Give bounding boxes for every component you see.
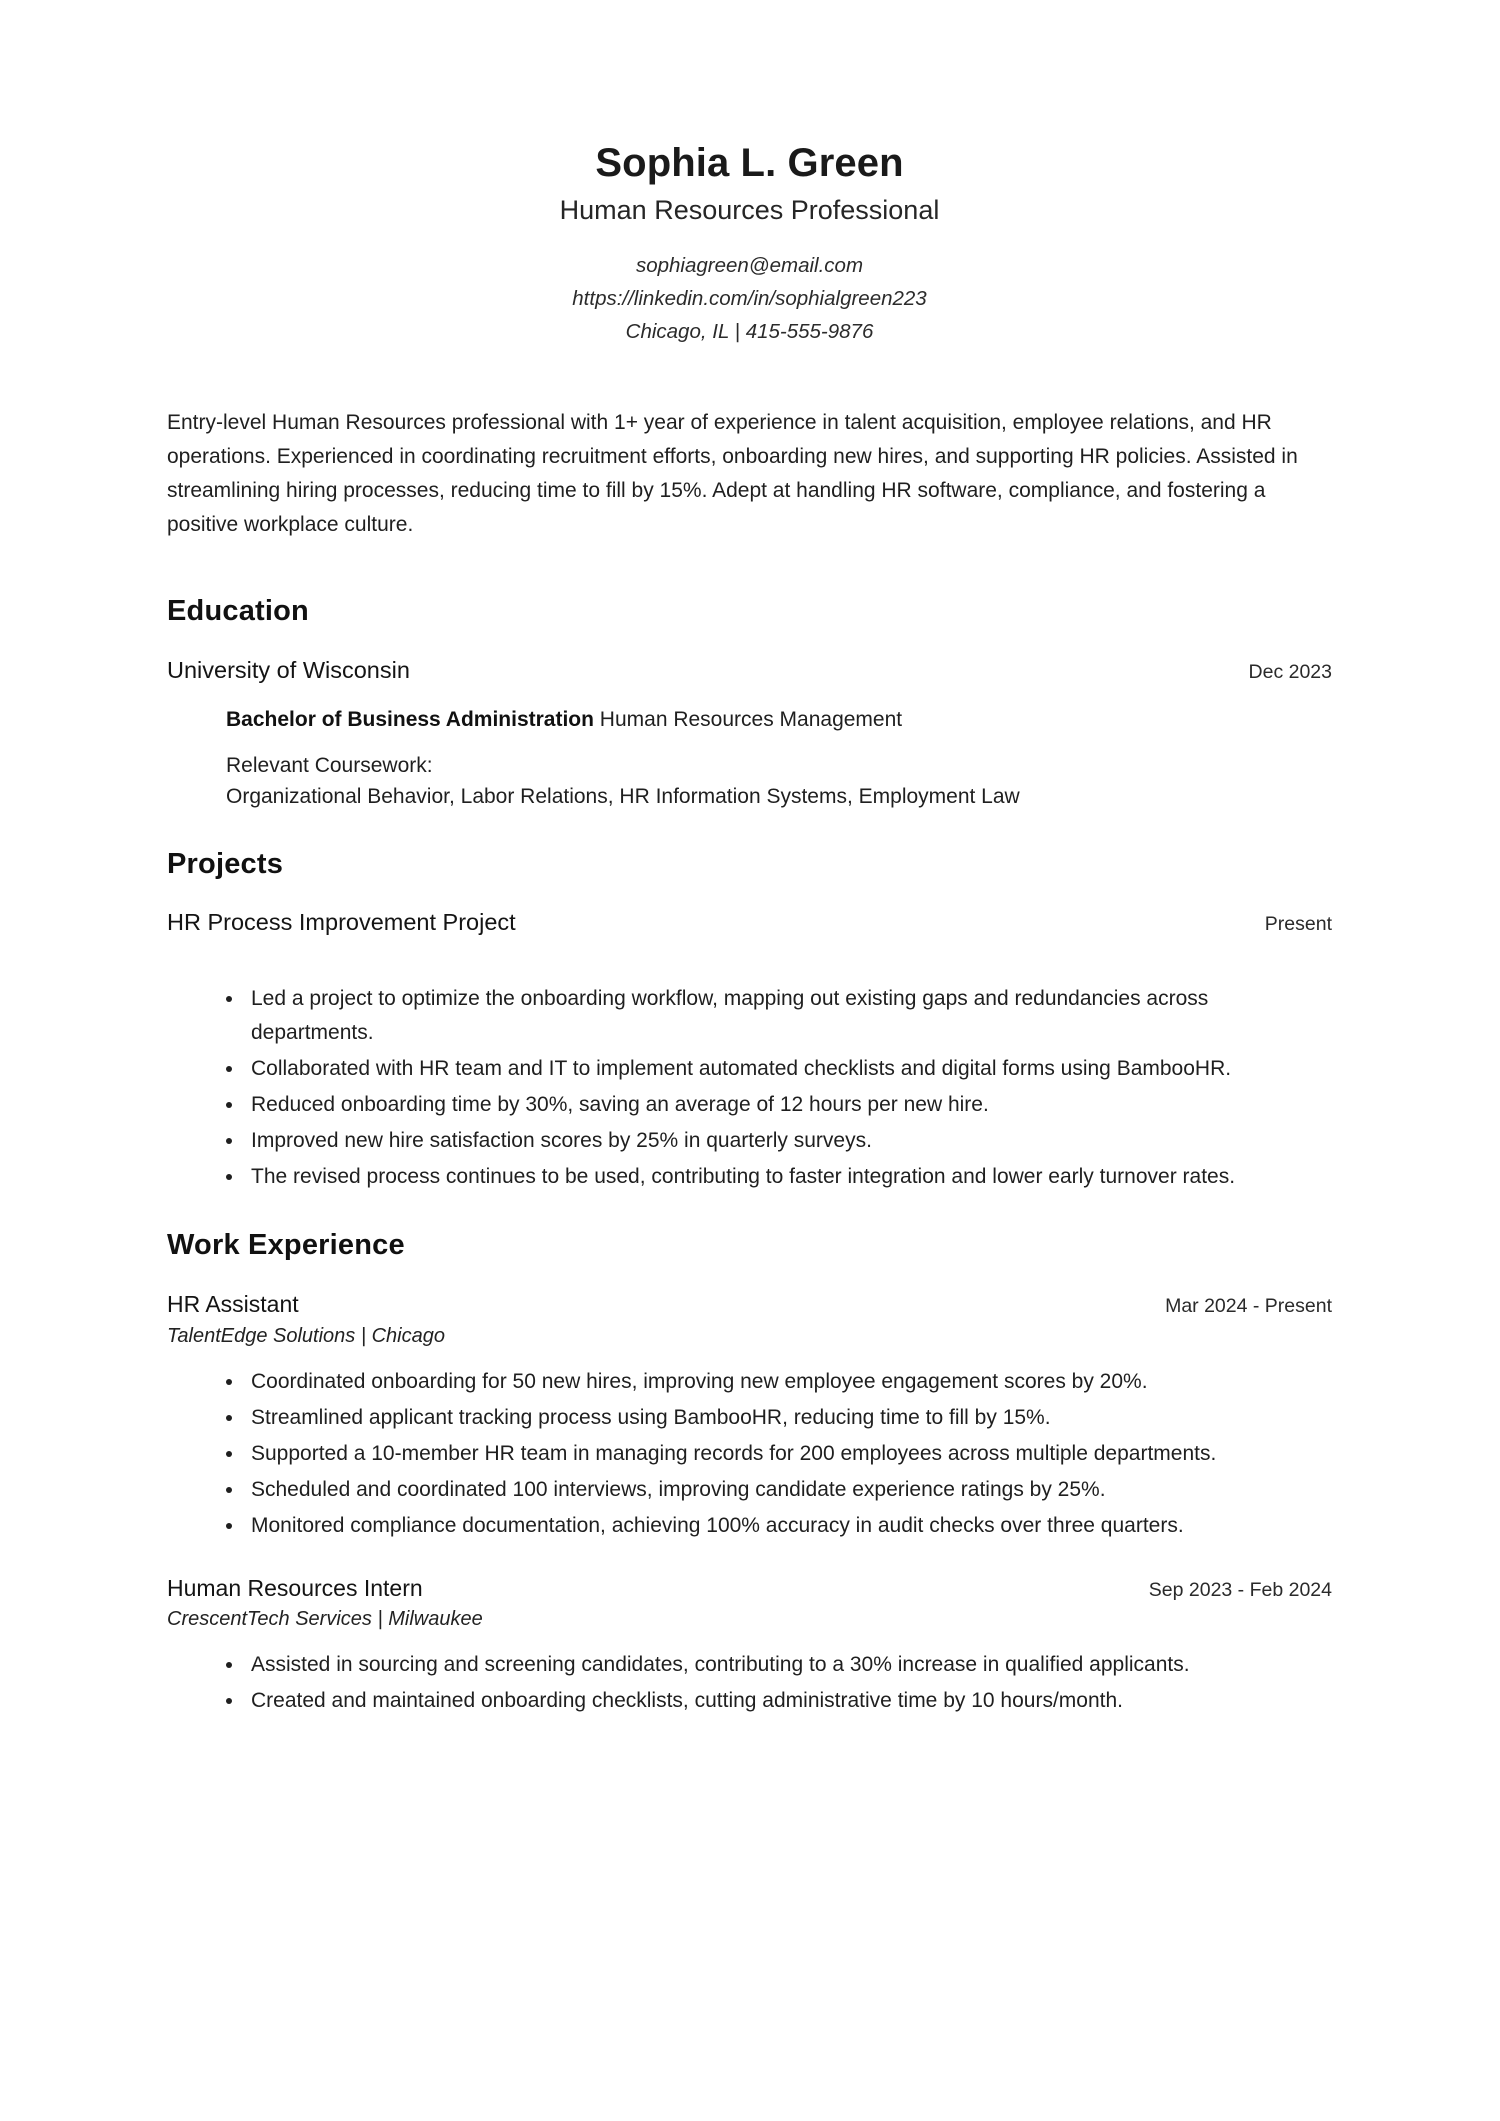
section-title-projects: Projects xyxy=(167,847,284,880)
section-education xyxy=(167,594,1332,812)
experience-entry xyxy=(167,1289,1332,1542)
list-item: Led a project to optimize the onboarding workflow, mapping out existing gaps and redundancies across departments. xyxy=(222,982,1332,1050)
project-bullet-list xyxy=(167,982,1332,1194)
section-title-work-experience: Work Experience xyxy=(167,1229,405,1262)
list-item: Collaborated with HR team and IT to implement automated checklists and digital forms using BambooHR. xyxy=(222,1052,1332,1086)
experience-entry-head xyxy=(167,1289,1332,1319)
project-entry xyxy=(167,907,1332,1194)
list-item: Monitored compliance documentation, achieving 100% accuracy in audit checks over three quarters. xyxy=(222,1509,1332,1543)
list-item: Reduced onboarding time by 30%, saving an average of 12 hours per new hire. xyxy=(222,1088,1332,1122)
education-school: University of Wisconsin xyxy=(167,657,410,684)
experience-bullet-list xyxy=(167,1648,1332,1718)
education-date: Dec 2023 xyxy=(1248,661,1332,684)
experience-company-location: TalentEdge Solutions | Chicago xyxy=(167,1324,445,1347)
coursework-list: Organizational Behavior, Labor Relations, HR Information Systems, Employment Law xyxy=(226,785,1020,809)
section-projects xyxy=(167,847,1332,1195)
list-item: Created and maintained onboarding checklists, cutting administrative time by 10 hours/month. xyxy=(222,1684,1332,1718)
experience-bullet-list xyxy=(167,1365,1332,1543)
education-degree-line xyxy=(226,704,1332,736)
experience-entry xyxy=(167,1573,1332,1718)
project-title: HR Process Improvement Project xyxy=(167,909,516,936)
candidate-name: Sophia L. Green xyxy=(595,141,904,185)
list-item: Improved new hire satisfaction scores by 25% in quarterly surveys. xyxy=(222,1124,1332,1158)
education-field: Human Resources Management xyxy=(599,708,903,732)
education-detail xyxy=(226,704,1332,813)
experience-date: Sep 2023 - Feb 2024 xyxy=(1148,1578,1332,1601)
list-item: Assisted in sourcing and screening candidates, contributing to a 30% increase in qualified applicants. xyxy=(222,1648,1332,1682)
section-title-education: Education xyxy=(167,595,309,628)
project-date: Present xyxy=(1264,913,1332,936)
project-entry-head xyxy=(167,907,1332,938)
candidate-headline: Human Resources Professional xyxy=(559,195,940,226)
contact-location-phone: Chicago, IL | 415-555-9876 xyxy=(625,319,874,343)
experience-company-location: CrescentTech Services | Milwaukee xyxy=(167,1608,483,1631)
project-spacer xyxy=(167,938,1332,958)
education-degree: Bachelor of Business Administration xyxy=(226,708,594,732)
contact-email: sophiagreen@email.com xyxy=(635,253,864,277)
list-item: Streamlined applicant tracking process using BambooHR, reducing time to fill by 15%. xyxy=(222,1401,1332,1435)
education-entry-head xyxy=(167,655,1332,686)
list-item: Scheduled and coordinated 100 interviews, improving candidate experience ratings by 25%. xyxy=(222,1473,1332,1507)
coursework-label: Relevant Coursework: xyxy=(226,753,433,777)
list-item: Coordinated onboarding for 50 new hires, improving new employee engagement scores by 20%. xyxy=(222,1365,1332,1399)
experience-entry-head xyxy=(167,1573,1332,1603)
education-entry xyxy=(167,655,1332,813)
professional-summary: Entry-level Human Resources professional with 1+ year of experience in talent acquisition, employee relations, and HR operations. Experienced in coordinating recruitment efforts, onboarding new hires, and supporting HR policies. Assisted in streamlining hiring processes, reducing time to fill by 15%. Adept at handling HR software, compliance, and fostering a positive workplace culture. xyxy=(167,411,1298,537)
section-work-experience xyxy=(167,1228,1332,1718)
resume-header xyxy=(167,140,1332,348)
experience-job-title: Human Resources Intern xyxy=(167,1574,423,1601)
list-item: The revised process continues to be used, contributing to faster integration and lower early turnover rates. xyxy=(222,1160,1332,1194)
list-item: Supported a 10-member HR team in managing records for 200 employees across multiple departments. xyxy=(222,1437,1332,1471)
experience-job-title: HR Assistant xyxy=(167,1291,299,1318)
experience-date: Mar 2024 - Present xyxy=(1165,1295,1332,1318)
contact-linkedin[interactable]: https://linkedin.com/in/sophialgreen223 xyxy=(572,286,927,310)
